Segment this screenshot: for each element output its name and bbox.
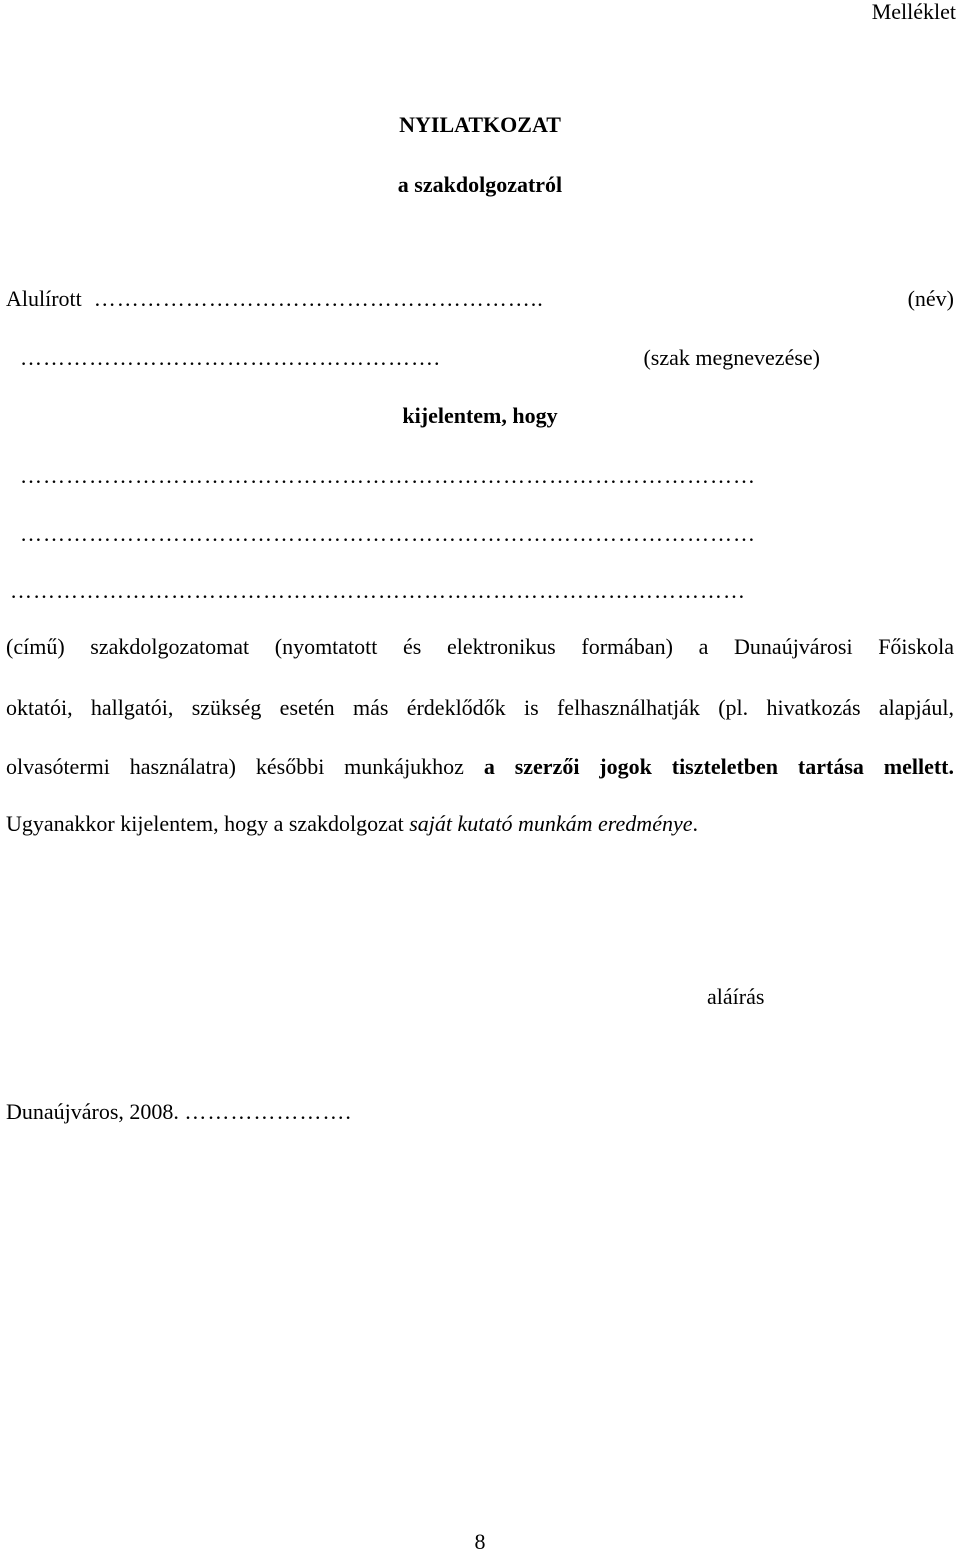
page-number: 8 — [474, 1529, 486, 1554]
signature-label: aláírás — [707, 984, 765, 1009]
annex-label: Melléklet — [871, 0, 956, 24]
name-line — [6, 288, 954, 310]
thesis-title-line-2: …………………………………………………………………………………… — [20, 523, 756, 545]
major-line-suffix: (szak megnevezése) — [643, 345, 820, 370]
thesis-title-line-3: …………………………………………………………………………………… — [10, 580, 746, 602]
major-line-dots: ………………………………………………. — [20, 347, 441, 369]
copyright-emphasis: a szerzői jogok tiszteletben tartása mellett. — [483, 754, 954, 779]
name-line-dots: ………………………………………………….. — [93, 288, 544, 310]
paragraph-line-3-normal: olvasótermi használatra) későbbi munkájukhoz — [6, 754, 464, 779]
paragraph-2 — [6, 813, 698, 835]
name-line-suffix: (név) — [907, 286, 954, 311]
document-title: NYILATKOZAT — [399, 112, 561, 137]
date-dots: …………………. — [184, 1099, 352, 1124]
major-line — [20, 347, 820, 369]
thesis-title-line-1: …………………………………………………………………………………… — [20, 465, 756, 487]
declare-text: kijelentem, hogy — [402, 403, 558, 428]
own-research-emphasis: saját kutató munkám eredménye — [409, 811, 693, 836]
paragraph-line-2: oktatói, hallgatói, szükség esetén más érdeklődők is felhasználhatják (pl. hivatkozás alapjául, — [6, 695, 954, 720]
name-line-prefix: Alulírott — [6, 286, 82, 311]
paragraph-2-normal: Ugyanakkor kijelentem, hogy a szakdolgozat — [6, 811, 404, 836]
paragraph-line-1: (című) szakdolgozatomat (nyomtatott és elektronikus formában) a Dunaújvárosi Főiskola — [6, 634, 954, 659]
paragraph-line-3 — [6, 756, 954, 778]
paragraph-2-end: . — [692, 811, 698, 836]
place-date-line — [6, 1101, 352, 1123]
document-subtitle: a szakdolgozatról — [397, 172, 563, 197]
place-date-text: Dunaújváros, 2008. — [6, 1099, 179, 1124]
